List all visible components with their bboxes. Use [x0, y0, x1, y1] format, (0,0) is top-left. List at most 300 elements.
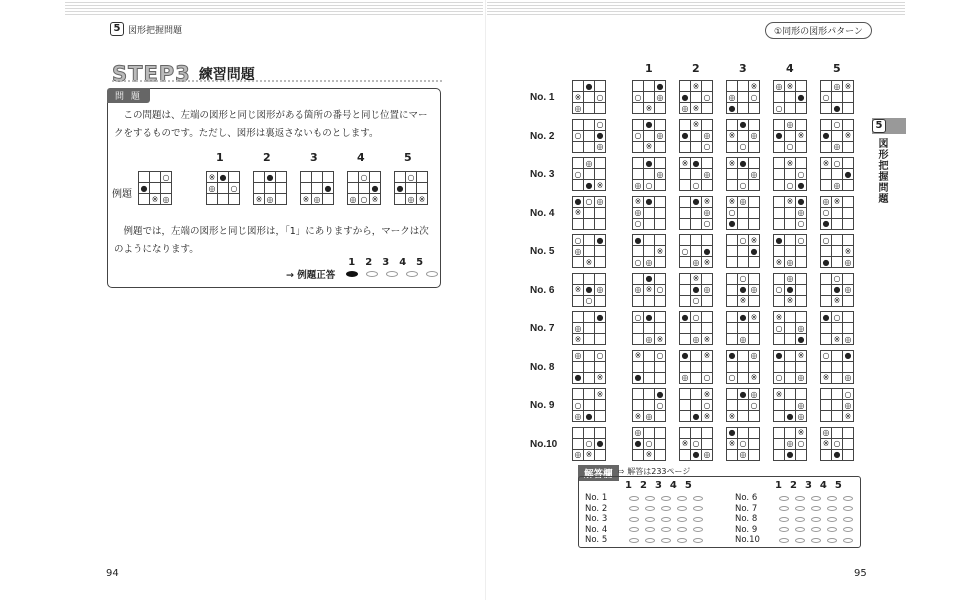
- grid-cell: [655, 218, 666, 229]
- answer-line: [585, 493, 703, 503]
- answer-bubble[interactable]: [645, 538, 655, 543]
- grid-cell: [796, 246, 807, 257]
- answer-bubble[interactable]: [811, 538, 821, 543]
- answer-bubble[interactable]: [629, 506, 639, 511]
- answer-line: [585, 514, 703, 524]
- problem-choice-figure: [820, 119, 854, 153]
- grid-cell: ○: [595, 92, 606, 103]
- grid-cell: [680, 235, 691, 246]
- grid-cell: [727, 295, 738, 306]
- grid-cell: [749, 334, 760, 345]
- grid-cell: [584, 218, 595, 229]
- grid-cell: [644, 372, 655, 383]
- grid-cell: ◎: [832, 180, 843, 191]
- grid-cell: [785, 389, 796, 400]
- grid-cell: ●: [738, 312, 749, 323]
- example-choice-figure: [347, 171, 381, 205]
- grid-cell: ●: [584, 284, 595, 295]
- grid-cell: [395, 172, 406, 183]
- answer-bubble[interactable]: [677, 538, 687, 543]
- grid-cell: [633, 295, 644, 306]
- grid-cell: [832, 235, 843, 246]
- grid-cell: [691, 235, 702, 246]
- grid-cell: ◎: [774, 81, 785, 92]
- grid-cell: ◎: [749, 130, 760, 141]
- example-target-figure: [138, 171, 172, 205]
- grid-cell: [691, 141, 702, 152]
- answer-bubble[interactable]: [629, 517, 639, 522]
- grid-cell: [680, 295, 691, 306]
- answer-bubble[interactable]: [827, 517, 837, 522]
- grid-cell: [680, 207, 691, 218]
- grid-cell: [749, 103, 760, 114]
- answer-bubble[interactable]: [779, 527, 789, 532]
- grid-cell: ●: [680, 350, 691, 361]
- answer-bubble[interactable]: [645, 527, 655, 532]
- grid-cell: ◎: [691, 334, 702, 345]
- problem-choice-figure: [820, 427, 854, 461]
- grid-cell: ○: [691, 295, 702, 306]
- grid-cell: [655, 141, 666, 152]
- grid-cell: [749, 427, 760, 438]
- answer-bubble[interactable]: [795, 527, 805, 532]
- grid-cell: [738, 218, 749, 229]
- problem-label: No.10: [530, 438, 558, 450]
- grid-cell: [843, 218, 854, 229]
- grid-cell: ○: [702, 372, 713, 383]
- grid-cell: [150, 183, 161, 194]
- header-section-tag: [110, 22, 182, 36]
- answer-bubble[interactable]: [827, 538, 837, 543]
- answer-bubble[interactable]: [827, 496, 837, 501]
- grid-cell: [584, 119, 595, 130]
- grid-cell: [644, 169, 655, 180]
- grid-cell: ※: [832, 295, 843, 306]
- grid-cell: [749, 207, 760, 218]
- problem-label: No. 5: [530, 246, 555, 257]
- grid-cell: [702, 81, 713, 92]
- problem-choice-figure: [726, 157, 760, 191]
- grid-cell: ※: [644, 141, 655, 152]
- grid-cell: ◎: [702, 449, 713, 460]
- grid-cell: ※: [655, 246, 666, 257]
- grid-cell: [584, 207, 595, 218]
- grid-cell: [655, 257, 666, 268]
- answer-bubble[interactable]: [693, 527, 703, 532]
- grid-cell: ※: [749, 81, 760, 92]
- section-title: 図形把握問題: [128, 25, 183, 36]
- grid-cell: [727, 334, 738, 345]
- grid-cell: [796, 295, 807, 306]
- grid-cell: [727, 257, 738, 268]
- problem-choice-figure: [773, 196, 807, 230]
- grid-cell: ●: [796, 92, 807, 103]
- answer-bubble: [406, 271, 418, 277]
- grid-cell: [796, 81, 807, 92]
- answer-bubble[interactable]: [795, 506, 805, 511]
- grid-cell: [633, 141, 644, 152]
- grid-cell: [323, 194, 334, 205]
- grid-cell: [843, 141, 854, 152]
- grid-cell: ※: [301, 194, 312, 205]
- answer-bubble[interactable]: [795, 538, 805, 543]
- grid-cell: ※: [821, 158, 832, 169]
- grid-cell: [655, 312, 666, 323]
- grid-cell: [573, 389, 584, 400]
- answer-bubble[interactable]: [677, 527, 687, 532]
- grid-cell: [584, 389, 595, 400]
- grid-cell: ○: [832, 438, 843, 449]
- answer-bubble[interactable]: [645, 517, 655, 522]
- answer-bubble[interactable]: [661, 517, 671, 522]
- problem-choice-figure: [679, 427, 713, 461]
- col-number: 2: [789, 480, 805, 491]
- grid-cell: [832, 389, 843, 400]
- answer-bubble[interactable]: [843, 538, 853, 543]
- answer-bubble[interactable]: [661, 538, 671, 543]
- answer-bubble[interactable]: [629, 538, 639, 543]
- grid-cell: ※: [150, 194, 161, 205]
- grid-cell: [595, 427, 606, 438]
- grid-cell: ◎: [843, 284, 854, 295]
- example-choice-figure: [394, 171, 428, 205]
- grid-cell: [644, 350, 655, 361]
- problem-target-figure: [572, 80, 606, 114]
- grid-cell: ○: [738, 438, 749, 449]
- answer-bubble[interactable]: [811, 496, 821, 501]
- grid-cell: [843, 449, 854, 460]
- grid-cell: [785, 312, 796, 323]
- answer-bubble[interactable]: [645, 506, 655, 511]
- grid-cell: [595, 257, 606, 268]
- grid-cell: ※: [702, 257, 713, 268]
- col-number: 5: [404, 151, 412, 164]
- grid-cell: ◎: [727, 92, 738, 103]
- problem-choice-figure: [632, 157, 666, 191]
- problem-choice-figure: [679, 80, 713, 114]
- grid-cell: [843, 361, 854, 372]
- problem-choice-figure: [632, 427, 666, 461]
- answer-bubble[interactable]: [843, 527, 853, 532]
- answer-bubble[interactable]: [811, 517, 821, 522]
- grid-cell: ○: [796, 218, 807, 229]
- grid-cell: [573, 141, 584, 152]
- grid-cell: ●: [644, 196, 655, 207]
- grid-cell: ◎: [633, 180, 644, 191]
- answer-bubble[interactable]: [693, 517, 703, 522]
- grid-cell: [595, 207, 606, 218]
- grid-cell: [702, 438, 713, 449]
- problem-label: No. 6: [530, 284, 555, 296]
- grid-cell: [348, 172, 359, 183]
- grid-cell: [150, 172, 161, 183]
- grid-cell: ※: [821, 372, 832, 383]
- grid-cell: ◎: [207, 183, 218, 194]
- grid-cell: ●: [633, 372, 644, 383]
- grid-cell: [774, 246, 785, 257]
- answer-bubble[interactable]: [677, 506, 687, 511]
- grid-cell: ※: [774, 312, 785, 323]
- answer-line-label: No. 1: [585, 493, 608, 503]
- grid-cell: [680, 257, 691, 268]
- answer-bubble[interactable]: [693, 496, 703, 501]
- answer-bubble[interactable]: [779, 496, 789, 501]
- problem-choice-figure: [679, 157, 713, 191]
- answer-col-numbers-right: [775, 480, 850, 491]
- grid-cell: [821, 411, 832, 422]
- problem-choice-figure: [632, 80, 666, 114]
- grid-cell: ◎: [749, 169, 760, 180]
- answer-line: [735, 493, 853, 503]
- grid-cell: [655, 449, 666, 460]
- grid-cell: ◎: [655, 130, 666, 141]
- answer-bubble[interactable]: [795, 517, 805, 522]
- grid-cell: ○: [633, 312, 644, 323]
- grid-cell: [785, 92, 796, 103]
- grid-cell: ◎: [821, 196, 832, 207]
- problem-choice-figure: [726, 350, 760, 384]
- grid-cell: [832, 130, 843, 141]
- header-band-left: [65, 0, 483, 16]
- grid-cell: [573, 295, 584, 306]
- answer-bubble[interactable]: [629, 527, 639, 532]
- grid-cell: [691, 361, 702, 372]
- grid-cell: ●: [738, 389, 749, 400]
- grid-cell: ●: [633, 235, 644, 246]
- answer-bubble: [426, 271, 438, 277]
- answer-bubble[interactable]: [843, 496, 853, 501]
- grid-cell: [633, 449, 644, 460]
- answer-bubble[interactable]: [693, 538, 703, 543]
- grid-cell: [702, 361, 713, 372]
- grid-cell: ◎: [702, 207, 713, 218]
- grid-cell: [644, 207, 655, 218]
- grid-cell: [727, 284, 738, 295]
- grid-cell: [843, 295, 854, 306]
- grid-cell: ○: [785, 180, 796, 191]
- grid-cell: ◎: [595, 141, 606, 152]
- grid-cell: ※: [633, 196, 644, 207]
- grid-cell: ○: [573, 169, 584, 180]
- answer-bubble[interactable]: [693, 506, 703, 511]
- problem-choice-figure: [773, 157, 807, 191]
- problem-choice-figure: [773, 427, 807, 461]
- grid-cell: ◎: [702, 130, 713, 141]
- grid-cell: [832, 372, 843, 383]
- problem-label: No. 9: [530, 400, 555, 411]
- grid-cell: [573, 158, 584, 169]
- problem-choice-figure: [632, 273, 666, 307]
- col-number: 3: [310, 151, 318, 164]
- grid-cell: [832, 246, 843, 257]
- answer-line: [585, 535, 703, 545]
- grid-cell: [644, 323, 655, 334]
- grid-cell: ※: [644, 103, 655, 114]
- grid-cell: [680, 389, 691, 400]
- grid-cell: ※: [796, 130, 807, 141]
- grid-cell: [655, 119, 666, 130]
- grid-cell: [702, 158, 713, 169]
- grid-cell: [633, 103, 644, 114]
- grid-cell: ※: [702, 196, 713, 207]
- grid-cell: [774, 92, 785, 103]
- grid-cell: ○: [680, 246, 691, 257]
- problem-target-figure: [572, 350, 606, 384]
- grid-cell: ○: [774, 103, 785, 114]
- grid-cell: [749, 361, 760, 372]
- grid-cell: ※: [785, 158, 796, 169]
- grid-cell: [738, 427, 749, 438]
- grid-cell: ◎: [161, 194, 172, 205]
- step-subtitle: 練習問題: [198, 67, 255, 83]
- answer-bubble[interactable]: [661, 527, 671, 532]
- answer-num: 4: [399, 257, 407, 268]
- answer-bubble[interactable]: [677, 517, 687, 522]
- grid-cell: [595, 449, 606, 460]
- problem-choice-figure: [679, 196, 713, 230]
- problem-choice-figure: [773, 234, 807, 268]
- grid-cell: [655, 361, 666, 372]
- grid-cell: [633, 361, 644, 372]
- answer-bubble[interactable]: [827, 506, 837, 511]
- problem-choice-figure: [820, 234, 854, 268]
- grid-cell: [229, 194, 240, 205]
- grid-cell: ○: [821, 207, 832, 218]
- grid-cell: ※: [727, 196, 738, 207]
- grid-cell: [680, 449, 691, 460]
- grid-cell: ※: [738, 295, 749, 306]
- answer-bubble[interactable]: [661, 496, 671, 501]
- col-number: 2: [692, 62, 700, 75]
- grid-cell: [691, 92, 702, 103]
- grid-cell: ●: [727, 218, 738, 229]
- grid-cell: [312, 172, 323, 183]
- grid-cell: [702, 235, 713, 246]
- answer-bubble[interactable]: [827, 527, 837, 532]
- grid-cell: [680, 169, 691, 180]
- grid-cell: ●: [573, 372, 584, 383]
- grid-cell: [644, 246, 655, 257]
- grid-cell: ○: [774, 284, 785, 295]
- grid-cell: ●: [595, 130, 606, 141]
- grid-cell: ○: [702, 92, 713, 103]
- problem-label: No. 8: [530, 361, 555, 373]
- grid-cell: ◎: [573, 411, 584, 422]
- grid-cell: [312, 183, 323, 194]
- grid-cell: [774, 427, 785, 438]
- answer-bubble[interactable]: [677, 496, 687, 501]
- answer-bubble[interactable]: [645, 496, 655, 501]
- answer-bubble[interactable]: [779, 517, 789, 522]
- answer-bubble[interactable]: [629, 496, 639, 501]
- problem-choice-figure: [773, 311, 807, 345]
- grid-cell: [595, 169, 606, 180]
- grid-cell: ●: [395, 183, 406, 194]
- grid-cell: ●: [738, 119, 749, 130]
- grid-cell: ●: [796, 180, 807, 191]
- answer-line-label: No. 7: [735, 503, 758, 514]
- grid-cell: [655, 427, 666, 438]
- col-number: 2: [263, 151, 271, 164]
- grid-cell: ○: [655, 284, 666, 295]
- grid-cell: [738, 350, 749, 361]
- grid-cell: [832, 323, 843, 334]
- grid-cell: [655, 372, 666, 383]
- grid-cell: [774, 438, 785, 449]
- grid-cell: [655, 295, 666, 306]
- grid-cell: [727, 361, 738, 372]
- problem-label: No. 3: [530, 169, 555, 180]
- col-number: 5: [834, 480, 850, 491]
- answer-bubble[interactable]: [811, 506, 821, 511]
- grid-cell: ○: [359, 194, 370, 205]
- answer-bubble[interactable]: [843, 517, 853, 522]
- grid-cell: ※: [680, 438, 691, 449]
- grid-cell: ◎: [644, 411, 655, 422]
- grid-cell: [691, 169, 702, 180]
- grid-cell: [680, 427, 691, 438]
- grid-cell: ◎: [785, 119, 796, 130]
- grid-cell: [655, 438, 666, 449]
- answer-bubble[interactable]: [779, 538, 789, 543]
- problem-choice-figure: [726, 388, 760, 422]
- grid-cell: [843, 207, 854, 218]
- grid-cell: ●: [633, 438, 644, 449]
- grid-cell: ○: [573, 235, 584, 246]
- problem-choice-figure: [679, 119, 713, 153]
- grid-cell: [655, 196, 666, 207]
- grid-cell: ◎: [348, 194, 359, 205]
- grid-cell: ※: [417, 194, 428, 205]
- problem-choice-figure: [820, 311, 854, 345]
- grid-cell: ◎: [749, 389, 760, 400]
- grid-cell: ○: [727, 207, 738, 218]
- answer-bubble[interactable]: [811, 527, 821, 532]
- grid-cell: [796, 361, 807, 372]
- grid-cell: ○: [584, 295, 595, 306]
- problem-target-figure: [572, 119, 606, 153]
- problem-target-figure: [572, 311, 606, 345]
- grid-cell: [796, 389, 807, 400]
- section-number: 5: [110, 22, 124, 36]
- grid-cell: [785, 130, 796, 141]
- side-tab: [872, 118, 906, 134]
- grid-cell: [843, 196, 854, 207]
- grid-cell: [832, 427, 843, 438]
- grid-cell: ※: [843, 246, 854, 257]
- grid-cell: ※: [691, 273, 702, 284]
- grid-cell: [785, 103, 796, 114]
- grid-cell: ●: [774, 235, 785, 246]
- problem-choice-figure: [773, 119, 807, 153]
- grid-cell: [749, 257, 760, 268]
- header-band-right: [487, 0, 905, 16]
- grid-cell: ○: [644, 180, 655, 191]
- grid-cell: ※: [595, 389, 606, 400]
- answer-bubble[interactable]: [661, 506, 671, 511]
- grid-cell: [749, 449, 760, 460]
- grid-cell: ●: [680, 312, 691, 323]
- grid-cell: ○: [796, 235, 807, 246]
- answer-bubble[interactable]: [795, 496, 805, 501]
- grid-cell: [680, 141, 691, 152]
- answer-bubble[interactable]: [779, 506, 789, 511]
- grid-cell: [821, 119, 832, 130]
- answer-bubble[interactable]: [843, 506, 853, 511]
- grid-cell: ●: [727, 103, 738, 114]
- grid-cell: [785, 323, 796, 334]
- grid-cell: [633, 119, 644, 130]
